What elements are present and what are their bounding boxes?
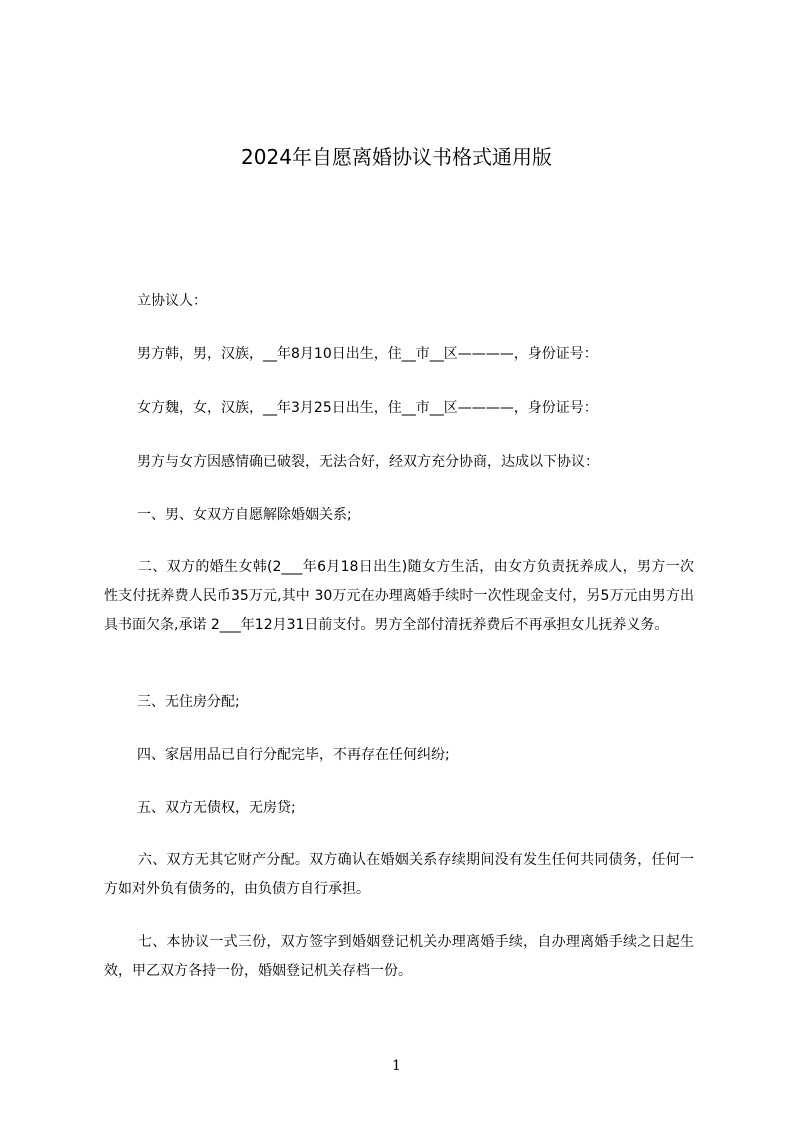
document-title: 2024年自愿离婚协议书格式通用版 [241,145,552,169]
wife-info: 女方魏，女，汉族，__年3月25日出生，住__市__区————，身份证号： [137,400,598,416]
husband-info: 男方韩，男，汉族，__年8月10日出生，住__市__区————，身份证号： [137,346,598,362]
clause-3: 三、无住房分配; [137,694,240,710]
clause-7: 七、本协议一式三份，双方签字到婚姻登记机关办理离婚手续，自办理离婚手续之日起生效，甲乙双方各持一份，婚姻登记机关存档一份。 [104,934,694,979]
clause-6: 六、双方无其它财产分配。双方确认在婚姻关系存续期间没有发生任何共同债务，任何一方如对外负有债务的，由负债方自行承担。 [104,852,694,897]
clause-5: 五、双方无债权，无房贷; [137,800,296,816]
preamble: 男方与女方因感情确已破裂，无法合好，经双方充分协商，达成以下协议： [137,454,599,470]
clause-1: 一、男、女双方自愿解除婚姻关系; [137,507,352,523]
page-number: 1 [392,1058,401,1074]
party-intro: 立协议人： [137,293,207,309]
clause-4: 四、家居用品已自行分配完毕，不再存在任何纠纷; [137,747,450,763]
clause-2: 二、双方的婚生女韩(2___年6月18日出生)随女方生活，由女方负责抚养成人，男方一次性支付抚养费人民币35万元,其中 30万元在办理离婚手续时一次性现金支付，另5万元由男方出具书面欠条,承诺 2___年12月31日前支付。男方全部付清抚养费后不再承担女儿抚养义务。 [104,559,694,633]
